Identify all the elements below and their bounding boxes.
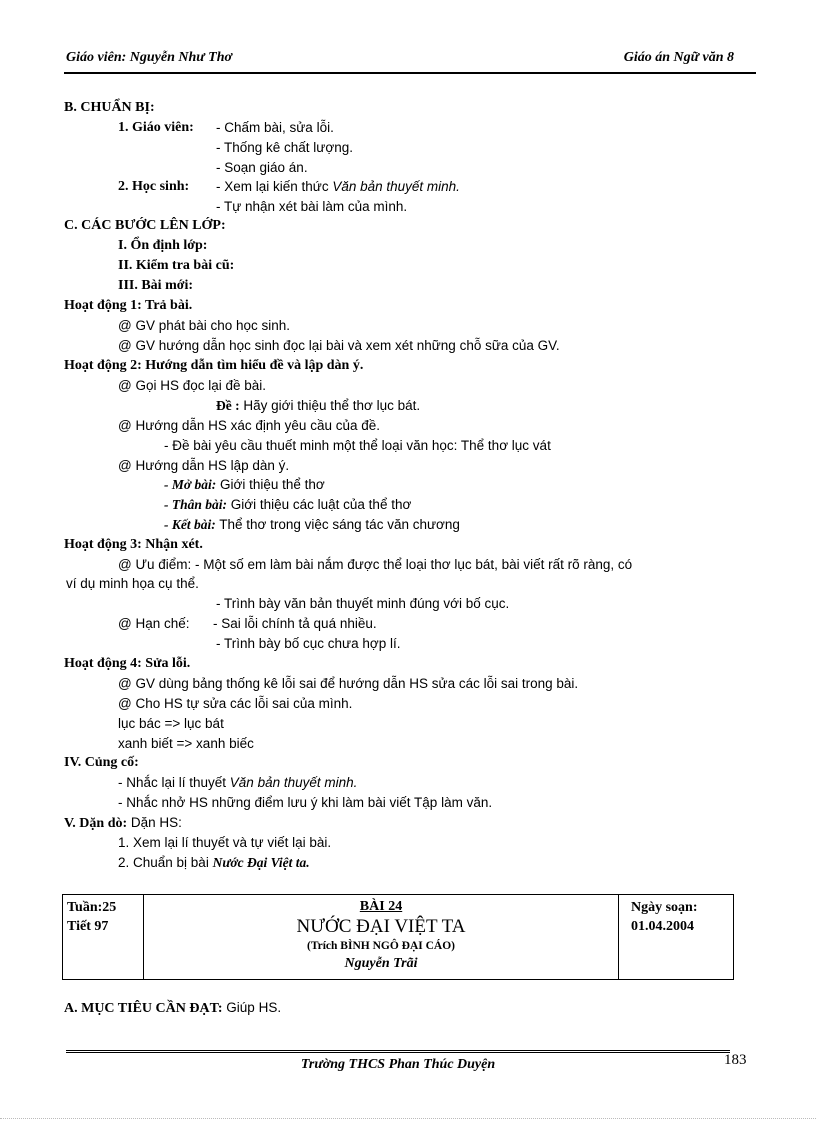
hd2-item-2-sub: - Đề bài yêu cầu thuết minh một thể loại văn học: Thể thơ lục vát (164, 438, 551, 453)
step-2: II. Kiểm tra bài cũ: (118, 258, 235, 273)
lesson-subtitle: (Trích BÌNH NGÔ ĐẠI CÁO) (306, 940, 455, 952)
step-3: III. Bài mới: (118, 278, 194, 293)
gv-item: - Thống kê chất lượng. (216, 140, 353, 155)
hd1-title: Hoạt động 1: Trả bài. (64, 298, 193, 313)
date-cell (618, 895, 733, 979)
mo-bai: - Mở bài: Giới thiệu thể thơ (164, 477, 325, 492)
uu-diem-line-2: ví dụ minh họa cụ thể. (66, 576, 199, 591)
lesson-author: Nguyễn Trãi (344, 956, 418, 971)
week-label: Tuần:25 (67, 900, 117, 915)
teacher-name: Giáo viên: Nguyễn Như Thơ (66, 50, 233, 65)
subject-title: Giáo án Ngữ văn 8 (623, 50, 734, 65)
uu-diem-line-1: @ Ưu điểm: - Một số em làm bài nắm được thể loại thơ lục bát, bài viết rất rõ ràng, có (118, 557, 633, 572)
hs-item-2: - Tự nhận xét bài làm của mình. (216, 199, 408, 214)
than-bai: - Thân bài: Giới thiệu các luật của thể thơ (164, 497, 412, 512)
hd1-item: @ GV phát bài cho học sinh. (118, 318, 291, 333)
section-v-title: V. Dặn dò: Dặn HS: (64, 815, 182, 831)
hd2-item-1: @ Gọi HS đọc lại đề bài. (118, 378, 267, 393)
week-cell (63, 895, 144, 979)
v-item-2: 2. Chuẩn bị bài Nước Đại Việt ta. (118, 855, 310, 870)
school-name: Trường THCS Phan Thúc Duyện (300, 1057, 496, 1072)
page-footer (66, 1050, 730, 1072)
han-che-label: @ Hạn chế: (118, 616, 190, 631)
lesson-title: NƯỚC ĐẠI VIỆT TA (296, 916, 466, 937)
v-item-1: 1. Xem lại lí thuyết và tự viết lại bài. (118, 835, 332, 850)
hd4-title: Hoạt động 4: Sửa lỗi. (64, 656, 191, 671)
iv-item-2: - Nhắc nhở HS những điểm lưu ý khi làm bài viết Tập làm văn. (118, 795, 493, 810)
iv-item-1: - Nhắc lại lí thuyết Văn bản thuyết minh. (118, 775, 358, 790)
lesson-header-table (62, 894, 734, 980)
step-1: I. Ổn định lớp: (118, 238, 208, 253)
page-bottom-edge (0, 1118, 816, 1119)
han-che-item: - Sai lỗi chính tả quá nhiều. (213, 616, 377, 631)
section-a-title: A. MỤC TIÊU CẦN ĐẠT: Giúp HS. (64, 1000, 282, 1016)
hd4-item: @ GV dùng bảng thống kê lỗi sai để hướng dẫn HS sửa các lỗi sai trong bài. (118, 676, 579, 691)
han-che-item: - Trình bày bố cục chưa hợp lí. (216, 636, 401, 651)
date-label: Ngày soạn: (631, 900, 698, 915)
hd4-item: @ Cho HS tự sửa các lỗi sai của mình. (118, 696, 353, 711)
hd3-title: Hoạt động 3: Nhận xét. (64, 537, 203, 552)
gv-label: 1. Giáo viên: (118, 120, 194, 135)
hd2-item-2: @ Hướng dẫn HS xác định yêu cầu của đề. (118, 418, 380, 433)
hd4-item: lục bác => lục bát (118, 716, 224, 731)
gv-item: - Soạn giáo án. (216, 160, 308, 175)
hd2-title: Hoạt động 2: Hướng dẫn tìm hiểu đề và lập dàn ý. (64, 358, 364, 373)
hd1-item: @ GV hướng dẫn học sinh đọc lại bài và xem xét những chỗ sữa của GV. (118, 338, 560, 353)
ket-bai: - Kết bài: Thể thơ trong việc sáng tác văn chương (164, 517, 460, 532)
lesson-title-cell (144, 895, 618, 979)
section-b-title: B. CHUẨN BỊ: (64, 100, 155, 115)
gv-item: - Chấm bài, sửa lỗi. (216, 120, 334, 135)
lesson-number: BÀI 24 (359, 899, 403, 914)
period-label: Tiết 97 (67, 919, 109, 934)
section-iv-title: IV. Củng cố: (64, 755, 139, 770)
date-value: 01.04.2004 (631, 919, 694, 934)
page-header (64, 50, 756, 74)
hs-label: 2. Học sinh: (118, 179, 190, 194)
hs-item-1: - Xem lại kiến thức Văn bản thuyết minh. (216, 179, 460, 194)
hd4-item: xanh biết => xanh biếc (118, 736, 254, 751)
page-number: 183 (724, 1052, 747, 1068)
uu-diem-line-3: - Trình bày văn bản thuyết minh đúng với bố cục. (216, 596, 510, 611)
section-c-title: C. CÁC BƯỚC LÊN LỚP: (64, 218, 226, 233)
de-bai: Đề : Hãy giới thiệu thể thơ lục bát. (216, 398, 421, 413)
hd2-item-3: @ Hướng dẫn HS lập dàn ý. (118, 458, 290, 473)
